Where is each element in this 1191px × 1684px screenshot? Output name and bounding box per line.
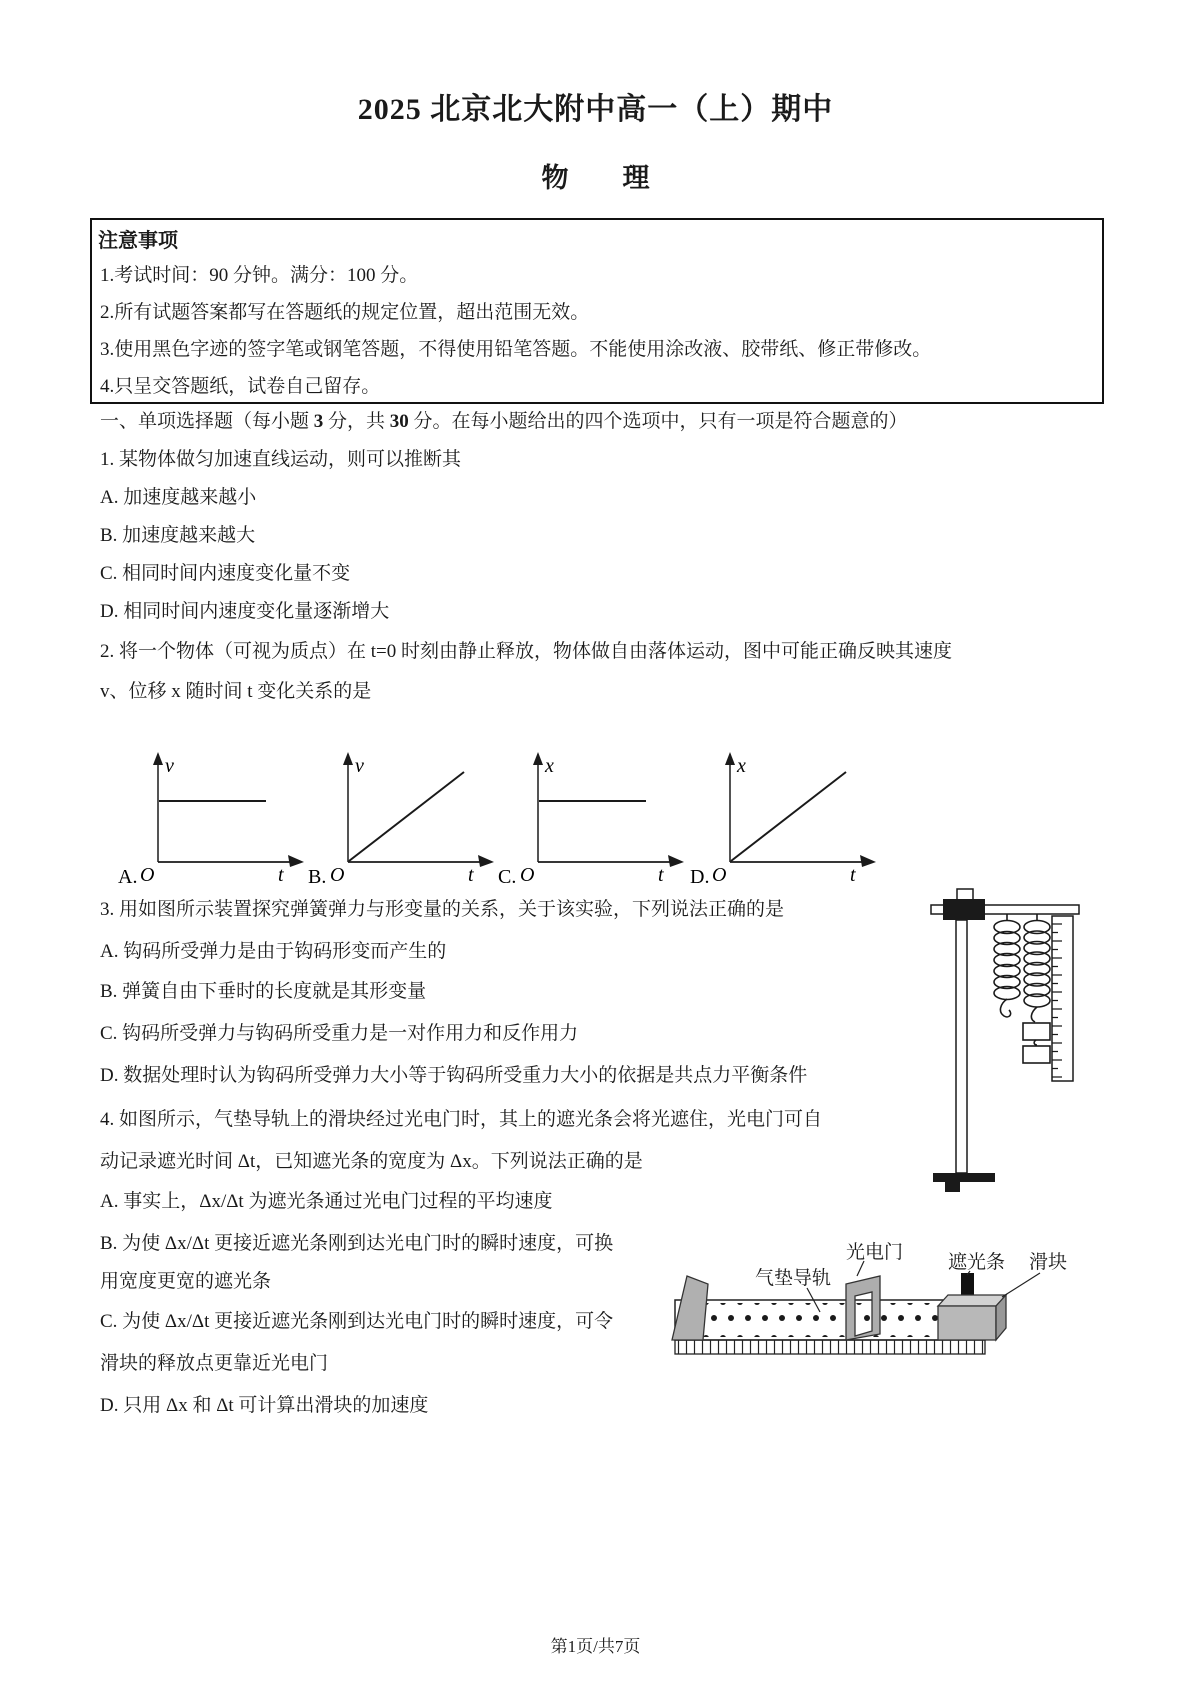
q1-option-b: B. 加速度越来越大 [100,525,256,546]
option-letter: A. [118,866,138,888]
loaded-spring [1023,914,1050,1063]
slider-label: 滑块 [1029,1252,1068,1273]
x-axis-arrow-icon [860,855,876,867]
q1-option-a: A. 加速度越来越小 [100,487,257,508]
subject-title: 物 理 [541,163,650,193]
slider-pointer-line [1002,1273,1040,1297]
linear-curve [349,772,464,861]
notice-item: 1.考试时间：90 分钟。满分：100 分。 [100,265,419,286]
photogate-pointer-line [857,1261,864,1276]
y-axis-label: x [545,755,554,777]
q4-option-a: A. 事实上，Δx/Δt 为遮光条通过光电门过程的平均速度 [100,1191,553,1212]
x-axis-arrow-icon [668,855,684,867]
air-holes [678,1303,982,1337]
clamp-block [943,899,985,920]
strip-label: 遮光条 [948,1252,1006,1273]
air-track-figure [650,1148,1080,1363]
slider-front [938,1306,996,1340]
points-per-question: 3 [313,411,324,432]
ruler [1052,916,1073,1081]
q3-option-d: D. 数据处理时认为钩码所受弹力大小等于钩码所受重力大小的依据是共点力平衡条件 [100,1065,808,1086]
x-axis-label: t [850,864,856,886]
q2-graph-option-d [690,750,885,890]
q4-option-c-line1: C. 为使 Δx/Δt 更接近遮光条刚到达光电门时的瞬时速度，可令 [100,1311,614,1332]
q3-option-b: B. 弹簧自由下垂时的长度就是其形变量 [100,981,427,1002]
q2-graph-option-a [118,750,313,890]
origin-label: O [520,864,535,886]
notice-box [90,218,1104,404]
x-axis-label: t [468,864,474,886]
y-axis-arrow-icon [725,752,735,765]
q3-option-c: C. 钩码所受弹力与钩码所受重力是一对作用力和反作用力 [100,1023,579,1044]
y-axis-label: v [355,755,364,777]
notice-item: 4.只呈交答题纸，试卷自己留存。 [100,376,381,397]
x-axis-label: t [658,864,664,886]
x-axis-arrow-icon [478,855,494,867]
photogate-label: 光电门 [846,1242,904,1263]
notice-item: 3.使用黑色字迹的签字笔或钢笔答题，不得使用铅笔答题。不能使用涂改液、胶带纸、修正带修改。 [100,339,932,360]
origin-label: O [712,864,727,886]
origin-label: O [140,864,155,886]
y-axis-arrow-icon [153,752,163,765]
q1-option-d: D. 相同时间内速度变化量逐渐增大 [100,601,390,622]
option-letter: D. [690,866,710,888]
option-letter: C. [498,866,517,888]
q4-option-b-line2: 用宽度更宽的遮光条 [100,1271,272,1292]
track-base [675,1340,985,1354]
spring-apparatus-figure [925,833,1085,1198]
spring-hook [1000,999,1010,1017]
q4-option-b-line1: B. 为使 Δx/Δt 更接近遮光条刚到达光电门时的瞬时速度，可换 [100,1233,614,1254]
q1-option-c: C. 相同时间内速度变化量不变 [100,563,351,584]
question-2-stem-line2: v、位移 x 随时间 t 变化关系的是 [100,681,372,702]
air-track-label: 气垫导轨 [755,1268,832,1289]
free-spring [994,914,1020,1017]
spring-hook [1031,1007,1037,1022]
q2-graph-option-c [498,750,693,890]
y-axis-label: v [165,755,174,777]
x-axis-arrow-icon [288,855,304,867]
question-3-stem: 3. 用如图所示装置探究弹簧弹力与形变量的关系，关于该实验，下列说法正确的是 [100,899,785,920]
q4-option-d: D. 只用 Δx 和 Δt 可计算出滑块的加速度 [100,1395,429,1416]
linear-curve [731,772,846,861]
q2-graph-option-b [308,750,503,890]
page-title: 2025 北京北大附中高一（上）期中 [357,93,834,126]
page-footer: 第1页/共7页 [550,1637,641,1656]
notice-heading: 注意事项 [98,230,178,252]
x-axis-label: t [278,864,284,886]
slider-top [938,1295,1006,1306]
option-letter: B. [308,866,327,888]
question-4-stem-line1: 4. 如图所示，气垫导轨上的滑块经过光电门时，其上的遮光条会将光遮住，光电门可自 [100,1109,823,1130]
weight-lower [1023,1046,1050,1063]
y-axis-arrow-icon [343,752,353,765]
question-1-stem: 1. 某物体做匀加速直线运动，则可以推断其 [100,449,462,470]
total-points: 30 [389,411,409,432]
question-2-stem-line1: 2. 将一个物体（可视为质点）在 t=0 时刻由静止释放，物体做自由落体运动，图中可能正确反映其速度 [100,641,952,662]
y-axis-arrow-icon [533,752,543,765]
section-heading: 一、单项选择题（每小题 3 分，共 30 分。在每小题给出的四个选项中，只有一项是符合题意的） [100,411,908,432]
stand-pole [956,920,967,1173]
q4-option-c-line2: 滑块的释放点更靠近光电门 [100,1353,329,1374]
section-heading-text: 一、单项选择题（每小题 [100,411,314,432]
question-4-stem-line2: 动记录遮光时间 Δt，已知遮光条的宽度为 Δx。下列说法正确的是 [100,1151,643,1172]
y-axis-label: x [737,755,746,777]
notice-item: 2.所有试题答案都写在答题纸的规定位置，超出范围无效。 [100,302,590,323]
weight-upper [1023,1023,1050,1040]
origin-label: O [330,864,345,886]
q3-option-a: A. 钩码所受弹力是由于钩码形变而产生的 [100,941,447,962]
